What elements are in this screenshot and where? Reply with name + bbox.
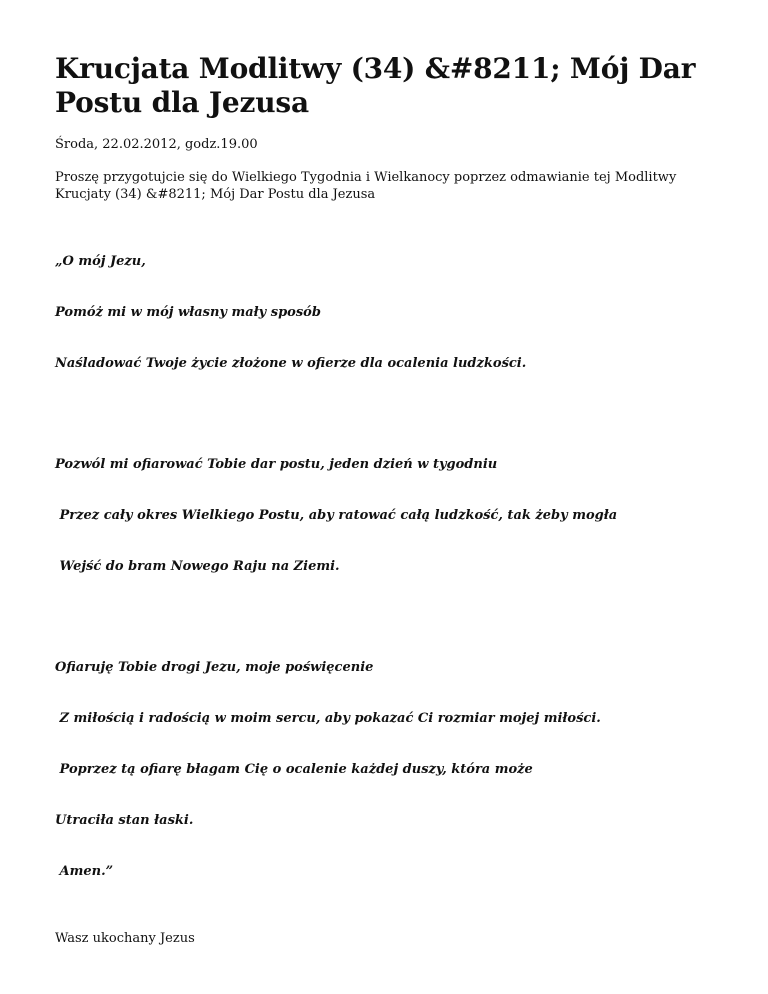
prayer-line: Naśladować Twoje życie złożone w ofierze dla ocalenia ludzkości.	[55, 356, 527, 371]
prayer-stanza-1	[55, 219, 715, 406]
prayer-line: Amen.”	[55, 864, 114, 879]
prayer-stanza-3	[55, 625, 715, 914]
article-intro: Proszę przygotujcie się do Wielkiego Tygodnia i Wielkanocy poprzez odmawianie tej Modlitwy Krucjaty (34) &#8211; Mój Dar Postu dla Jezusa	[55, 170, 677, 202]
prayer-line: Przez cały okres Wielkiego Postu, aby ratować całą ludzkość, tak żeby mogła	[55, 508, 618, 523]
prayer-line: Ofiaruję Tobie drogi Jezu, moje poświęcenie	[55, 660, 374, 675]
article	[55, 52, 715, 947]
prayer-line: Pozwól mi ofiarować Tobie dar postu, jeden dzień w tygodniu	[55, 457, 498, 472]
prayer-line: Utraciła stan łaski.	[55, 813, 194, 828]
prayer-stanza-2	[55, 422, 715, 609]
prayer-line: Pomóż mi w mój własny mały sposób	[55, 305, 321, 320]
prayer-line: Z miłością i radością w moim sercu, aby pokazać Ci rozmiar mojej miłości.	[55, 711, 601, 726]
prayer-line: „O mój Jezu,	[55, 254, 146, 269]
article-signature: Wasz ukochany Jezus	[55, 931, 195, 946]
article-date: Środa, 22.02.2012, godz.19.00	[55, 137, 258, 152]
article-title: Krucjata Modlitwy (34) &#8211; Mój Dar Postu dla Jezusa	[55, 52, 696, 119]
prayer-line: Wejść do bram Nowego Raju na Ziemi.	[55, 559, 340, 574]
prayer-line: Poprzez tą ofiarę błagam Cię o ocalenie każdej duszy, która może	[55, 762, 533, 777]
